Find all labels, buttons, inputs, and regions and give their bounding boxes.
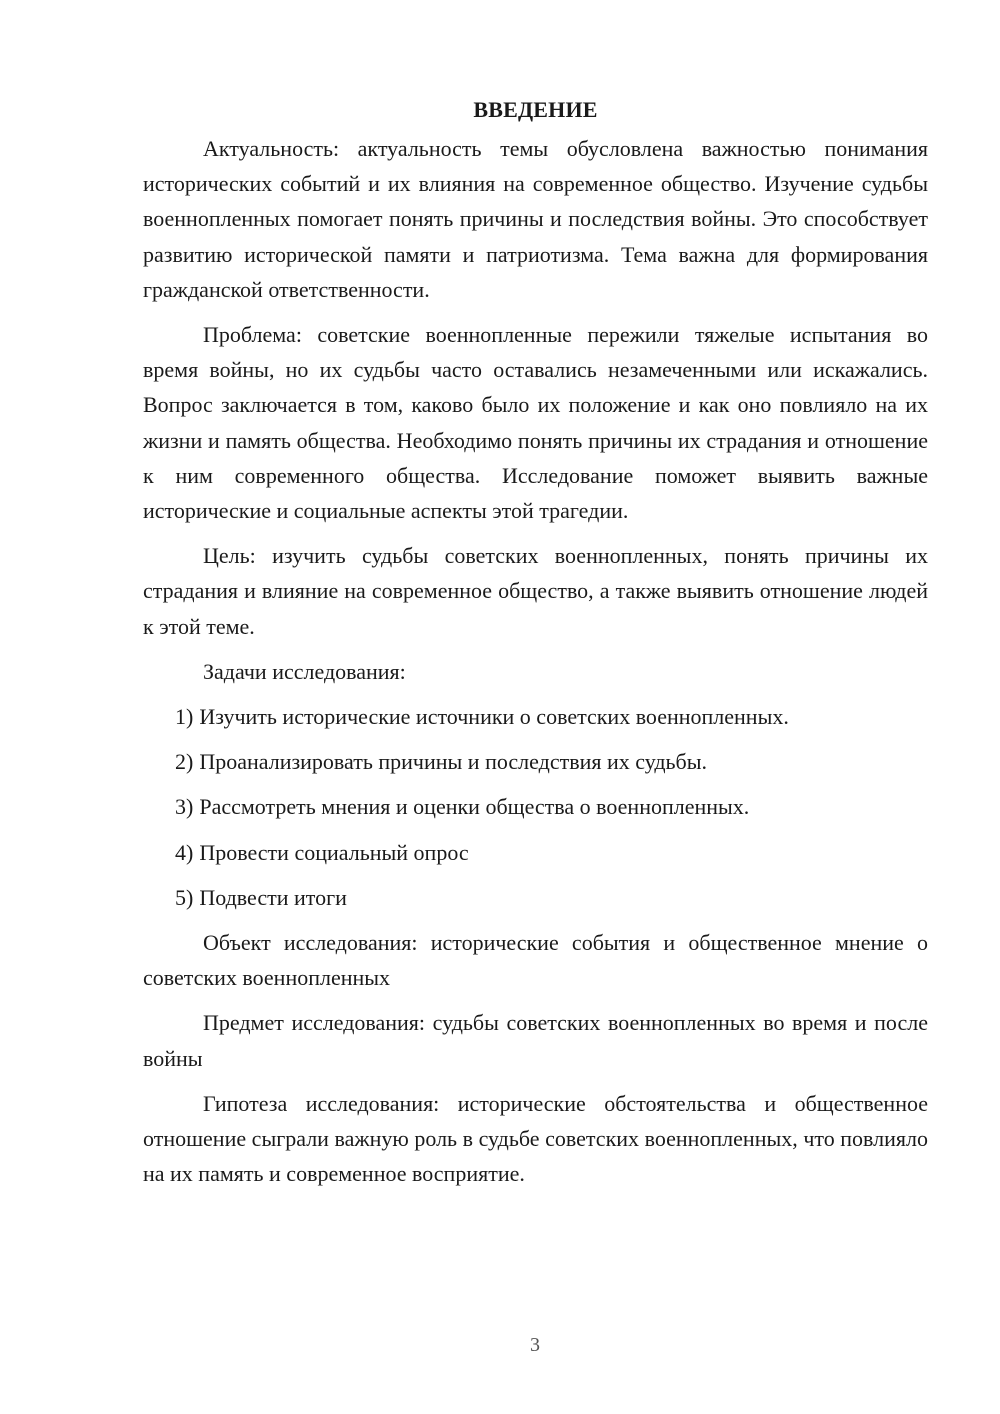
list-item-text: Рассмотреть мнения и оценки общества о военнопленных. [199,794,750,820]
paragraph-relevance: Актуальность: актуальность темы обусловлена важностью понимания исторических событий и их влияния на современное общество. Изучение судьбы военнопленных помогает понять причины и последствия войны. Это способствует развитию исторической памяти и патриотизма. Тема важна для формирования гражданской ответственности. [143,136,928,302]
paragraph-object: Объект исследования: исторические события и общественное мнение о советских военнопленных [143,930,928,991]
list-item-number: 1) [175,704,194,730]
list-item [143,880,928,915]
list-item-number: 2) [175,749,194,775]
list-item-text: Изучить исторические источники о советских военнопленных. [199,704,789,730]
tasks-heading: Задачи исследования: [203,658,406,684]
page-title: ВВЕДЕНИЕ [473,97,598,122]
list-item-text: Провести социальный опрос [199,839,469,865]
list-item [143,699,928,734]
list-item [143,835,928,870]
list-item-number: 4) [175,839,194,865]
list-item-text: Подвести итоги [199,884,347,910]
list-item [143,744,928,779]
paragraph-subject: Предмет исследования: судьбы советских военнопленных во время и после войны [143,1010,928,1071]
paragraph-goal: Цель: изучить судьбы советских военнопленных, понять причины их страдания и влияние на современное общество, а также выявить отношение людей к этой теме. [143,543,928,639]
paragraph-problem: Проблема: советские военнопленные пережили тяжелые испытания во время войны, но их судьбы часто оставались незамеченными или искажались. Вопрос заключается в том, каково было их положение и как оно повлияло на их жизни и память общества. Необходимо понять причины их страдания и отношение к ним современного общества. Исследование поможет выявить важные исторические и социальные аспекты этой трагедии. [143,322,928,524]
list-item-number: 5) [175,884,194,910]
list-item-number: 3) [175,794,194,820]
list-item-text: Проанализировать причины и последствия их судьбы. [199,749,708,775]
document-page [143,92,928,1191]
list-item [143,789,928,824]
page-number: 3 [530,1334,540,1356]
paragraph-hypothesis: Гипотеза исследования: исторические обстоятельства и общественное отношение сыграли важную роль в судьбе советских военнопленных, что повлияло на их память и современное восприятие. [143,1090,928,1187]
